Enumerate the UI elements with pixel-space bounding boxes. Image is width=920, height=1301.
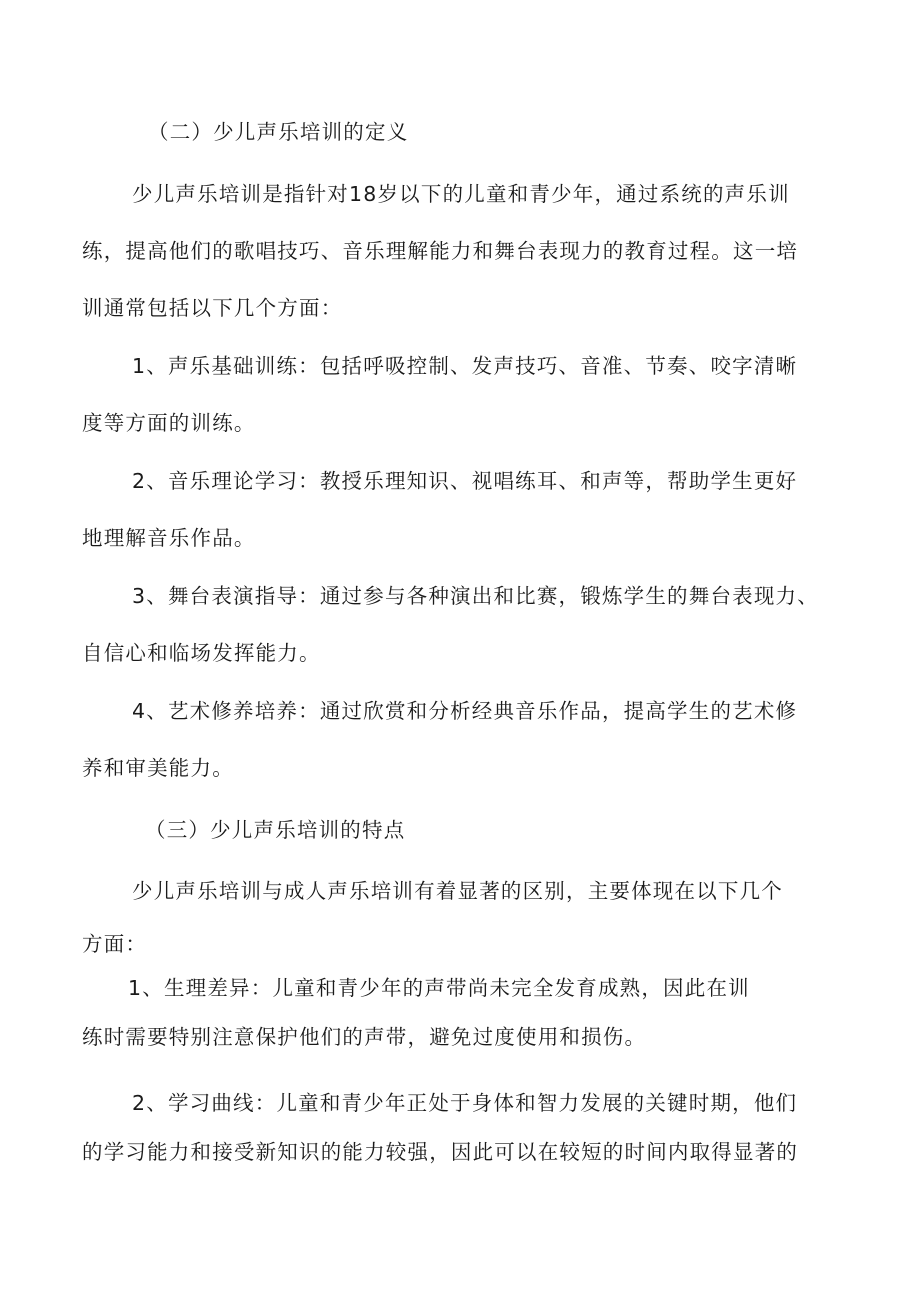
list-item-line: 度等方面的训练。 [82,411,256,435]
paragraph-line: 练，提高他们的歌唱技巧、音乐理解能力和舞台表现力的教育过程。这一培 [82,239,799,263]
list-item-line: 自信心和临场发挥能力。 [82,641,321,665]
paragraph-line: 训通常包括以下几个方面： [82,296,343,320]
list-item-line: 3、舞台表演指导：通过参与各种演出和比赛，锻炼学生的舞台表现力、 [132,584,819,608]
list-item-line: 1、生理差异：儿童和青少年的声带尚未完全发育成熟，因此在训 [128,976,750,1000]
list-item-line: 养和审美能力。 [82,756,234,780]
paragraph-line: 少儿声乐培训与成人声乐培训有着显著的区别，主要体现在以下几个 [132,879,783,903]
list-item-line: 4、艺术修养培养：通过欣赏和分析经典音乐作品，提高学生的艺术修 [132,699,798,723]
list-item-line: 的学习能力和接受新知识的能力较强，因此可以在较短的时间内取得显著的 [82,1140,799,1164]
section-heading-definition: （二）少儿声乐培训的定义 [148,120,409,144]
section-heading-features: （三）少儿声乐培训的特点 [145,818,406,842]
list-item-line: 地理解音乐作品。 [82,526,256,550]
list-item-line: 2、音乐理论学习：教授乐理知识、视唱练耳、和声等，帮助学生更好 [132,469,798,493]
paragraph-line: 少儿声乐培训是指针对18岁以下的儿童和青少年，通过系统的声乐训 [132,182,790,206]
list-item-line: 练时需要特别注意保护他们的声带，避免过度使用和损伤。 [82,1025,647,1049]
list-item-line: 2、学习曲线：儿童和青少年正处于身体和智力发展的关键时期，他们 [132,1091,798,1115]
list-item-line: 1、声乐基础训练：包括呼吸控制、发声技巧、音准、节奏、咬字清晰 [132,354,798,378]
paragraph-line: 方面： [82,932,148,956]
